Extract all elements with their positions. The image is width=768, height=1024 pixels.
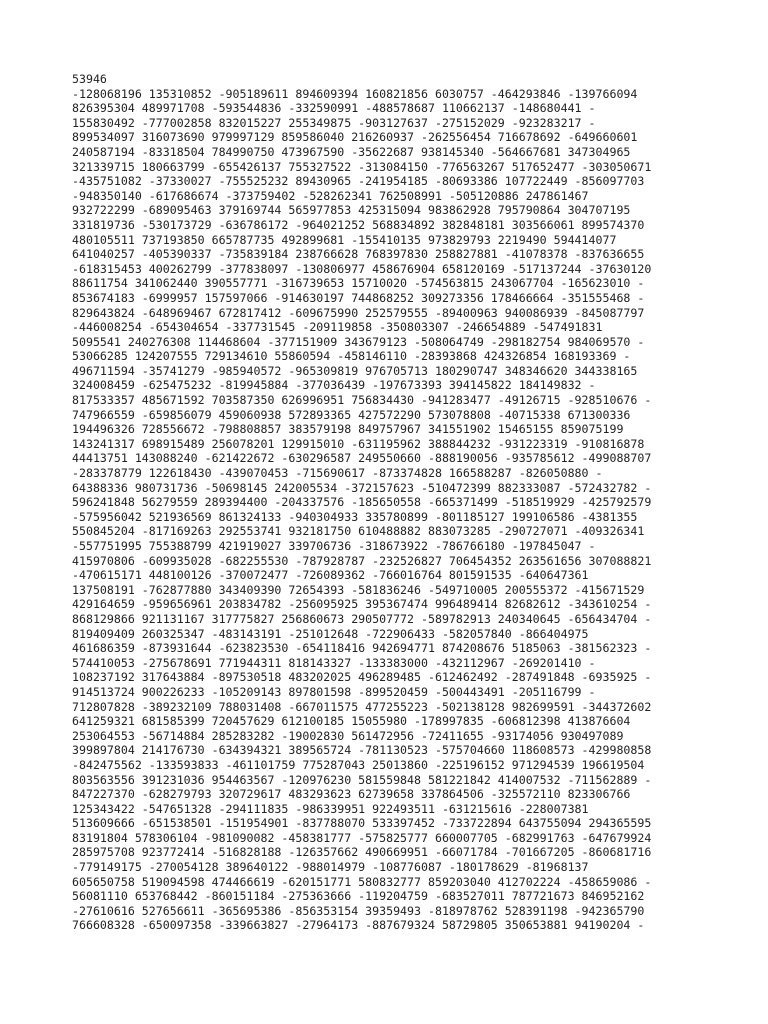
text-line: 53946 xyxy=(72,72,107,86)
text-line: 641040257 -405390337 -735839184 238766628 768397830 258827881 -41078378 -837636655 xyxy=(72,247,645,262)
text-line: -557751995 755388799 421919027 339706736 -318673922 -786766180 -197845047 - xyxy=(72,539,596,553)
text-line: 125343422 -547651328 -294111835 -986339951 922493511 -631215616 -228007381 xyxy=(72,801,589,816)
text-line: 496711594 -35741279 -985940572 -965309819 976705713 180290747 348346620 344338165 xyxy=(72,363,638,378)
text-line: 829643824 -648969467 672817412 -609675990 252579555 -89400963 940086939 -845087797 xyxy=(72,305,645,320)
text-line: 574410053 -275678691 771944311 818143327 -133383000 -432112967 -269201410 - xyxy=(72,655,596,670)
text-line: 53066285 124207555 729134610 55860594 -458146110 -28393868 424326854 168193369 - xyxy=(72,349,631,364)
text-line: 914513724 900226233 -105209143 897801598 -899520459 -500443491 -205116799 - xyxy=(72,684,596,699)
text-line: 550845204 -817169263 292553741 932181750 610488882 883073285 -290727071 -409326341 xyxy=(72,524,645,539)
text-line: 429164659 -959656961 203834782 -256095925 395367474 996489414 82682612 -343610254 - xyxy=(72,597,652,612)
text-line: 899534097 316073690 979997129 859586040 216260937 -262556454 716678692 -649660601 xyxy=(72,130,638,145)
text-line: 817533357 485671592 703587350 626996951 756834430 -941283477 -49126715 -928510676 - xyxy=(72,393,652,408)
text-line: 803563556 391231036 954463567 -120976230 581559848 581221842 414007532 -711562889 - xyxy=(72,772,652,787)
text-line: 747966559 -659856079 459060938 572893365 427572290 573078808 -40715338 671300336 xyxy=(72,407,631,422)
text-line: 64388336 980731736 -50698145 242005534 -372157623 -510472399 882333087 -572432782 - xyxy=(72,480,652,495)
text-line: 331819736 -530173729 -636786172 -964021252 568834892 382848181 303566061 899574370 xyxy=(72,217,645,232)
document-page xyxy=(72,72,732,933)
text-line: 83191804 578306104 -981090082 -458381777 -575825777 660007705 -682991763 -647679924 xyxy=(72,830,652,845)
text-line: 399897804 214176730 -634394321 389565724 -781130523 -575704660 118608573 -429980858 xyxy=(72,743,652,758)
text-line: -575956042 521936569 861324133 -940304933 335780899 -801185127 199106586 -4381355 xyxy=(72,509,638,524)
text-line: 596241848 56279559 289394400 -204337576 -185650558 -665371499 -518519929 -425792579 xyxy=(72,495,652,510)
text-line: 480105511 737193850 665787735 492899681 -155410135 973829793 2219490 594414077 xyxy=(72,232,617,247)
text-line: 56081110 653768442 -860151184 -275363666 -119204759 -683527011 787721673 846952162 xyxy=(72,889,645,904)
text-line: 605650758 519094598 474466619 -620151771 580832777 859203040 412702224 -458659086 - xyxy=(72,874,652,889)
text-line: 513609666 -651538501 -151954901 -837788070 533397452 -733722894 643755094 294365595 xyxy=(72,816,652,831)
text-line: -842475562 -133593833 -461101759 775287043 25013860 -225196152 971294539 196619504 xyxy=(72,757,645,772)
text-line: 44413751 143088240 -621422672 -630296587 249550660 -888190056 -935785612 -499088707 xyxy=(72,451,652,466)
text-line: 108237192 317643884 -897530518 483202025 496289485 -612462492 -287491848 -6935925 - xyxy=(72,670,652,685)
text-line: -128068196 135310852 -905189611 894609394 160821856 6030757 -464293846 -139766094 xyxy=(72,86,638,101)
text-line: 194496326 728556672 -798808857 383579198 849757967 341551902 15465155 859075199 xyxy=(72,422,624,437)
text-line: 461686359 -873931644 -623823530 -654118416 942694771 874208676 5185063 -381562323 - xyxy=(72,641,652,656)
text-line: -283378779 122618430 -439070453 -715690617 -873374828 166588287 -826050880 - xyxy=(72,466,603,481)
text-line: -435751082 -37330027 -755525232 89430965 -241954185 -80693386 107722449 -856097703 xyxy=(72,174,645,189)
text-line: 868129866 921131167 317775827 256860673 290507772 -589782913 240340645 -656434704 - xyxy=(72,611,652,626)
text-line: 853674183 -6999957 157597066 -914630197 744868252 309273356 178466664 -351555468 - xyxy=(72,290,645,305)
text-line: 285975708 923772414 -516828188 -126357662 490669951 -66071784 -701667205 -860681716 xyxy=(72,845,652,860)
text-line: 5095541 240276308 114468604 -377151909 343679123 -508064749 -298182754 984069570 - xyxy=(72,334,645,349)
text-line: 766608328 -650097358 -339663827 -27964173 -887679324 58729805 350653881 94190204 - xyxy=(72,918,645,933)
text-line: 88611754 341062440 390557771 -316739653 15710020 -574563815 243067704 -165623010 - xyxy=(72,276,645,291)
text-line: 932722299 -689095463 379169744 565977853 425315094 983862928 795790864 304707195 xyxy=(72,203,631,218)
text-line: -27610616 527656611 -365695386 -856353154 39359493 -818978762 528391198 -942365790 xyxy=(72,903,645,918)
text-line: 240587194 -83318504 784990750 473967590 -35622687 938145340 -564667681 347304965 xyxy=(72,144,631,159)
text-line: 847227370 -628279793 320729617 483293623 62739658 337864506 -325572110 823306766 xyxy=(72,787,631,802)
text-line: 253064553 -56714884 285283282 -19002830 561472956 -72411655 -93174056 930497089 xyxy=(72,728,624,743)
text-line: 324008459 -625475232 -819945884 -377036439 -197673393 394145822 184149832 - xyxy=(72,378,596,393)
text-line: 415970806 -609935028 -682255530 -787928787 -232526827 706454352 263561656 307088821 xyxy=(72,553,652,568)
text-line: 143241317 698915489 256078201 129915010 -631195962 388844232 -931223319 -910816878 xyxy=(72,436,645,451)
text-line: -948350140 -617686674 -373759402 -528262341 762508991 -505120886 247861467 xyxy=(72,188,589,203)
text-line: 155830492 -777002858 832015227 255349875 -903127637 -275152029 -923283217 - xyxy=(72,115,596,130)
text-line: -779149175 -270054128 389640122 -988014979 -108776087 -180178629 -81968137 xyxy=(72,860,589,875)
text-line: -618315453 400262799 -377838097 -130806977 458676904 658120169 -517137244 -37630120 xyxy=(72,261,652,276)
text-line: 137508191 -762877880 343409390 72654393 -581836246 -549710005 200555372 -415671529 xyxy=(72,582,645,597)
text-line: -446008254 -654304654 -337731545 -209119858 -350803307 -246654889 -547491831 xyxy=(72,320,603,335)
text-line: 826395304 489971708 -593544836 -332590991 -488578687 110662137 -148680441 - xyxy=(72,101,596,116)
text-line: 819409409 260325347 -483143191 -251012648 -722906433 -582057840 -866404975 xyxy=(72,626,589,641)
text-line: 321339715 180663799 -655426137 755327522 -313084150 -776563267 517652477 -303050671 xyxy=(72,159,652,174)
text-line: 641259321 681585399 720457629 612100185 15055980 -178997835 -606812398 413876604 xyxy=(72,714,631,729)
text-line: 712807828 -389232109 788031408 -667011575 477255223 -502138128 982699591 -344372602 xyxy=(72,699,652,714)
text-line: -470615171 448100126 -370072477 -726089362 -766016764 801591535 -640647361 xyxy=(72,568,589,583)
